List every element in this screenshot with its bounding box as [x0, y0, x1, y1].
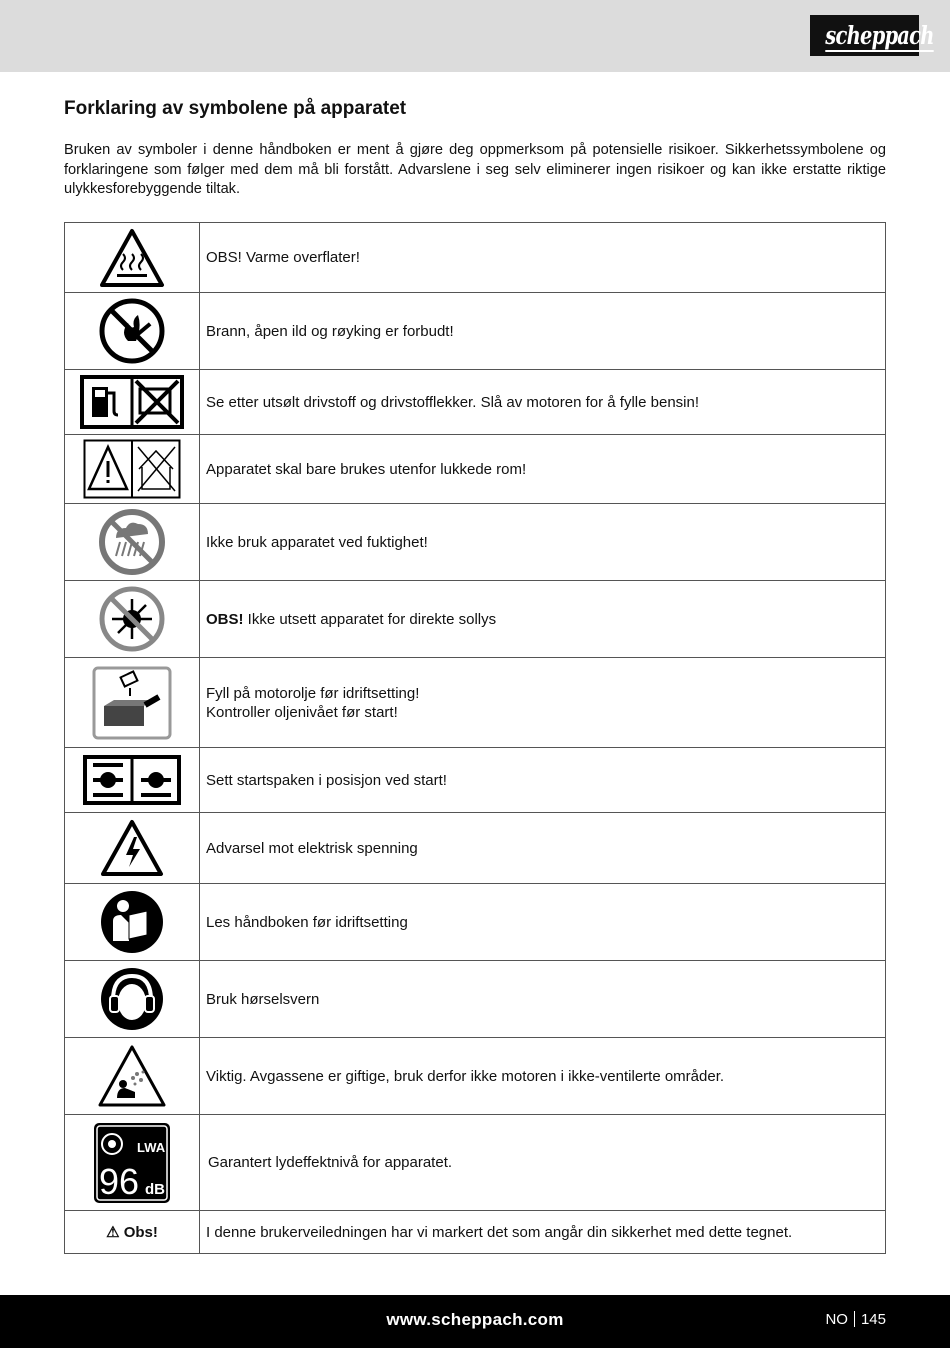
sound-power-level-icon: [65, 1115, 200, 1211]
footer-bar: [0, 1295, 950, 1348]
start-lever-position-icon: [65, 748, 200, 813]
no-direct-sunlight-icon: [65, 581, 200, 658]
table-row: [65, 884, 886, 961]
obs-label: ⚠ Obs!: [65, 1211, 200, 1254]
table-row: [65, 435, 886, 504]
symbol-description: I denne brukerveiledningen har vi markert det som angår din sikkerhet med dette tegnet.: [200, 1211, 886, 1254]
table-row: [65, 504, 886, 581]
symbol-description: Fyll på motorolje før idriftsetting! Kontroller oljenivået før start!: [200, 658, 886, 748]
intro-paragraph: Bruken av symboler i denne håndboken er ment å gjøre deg oppmerksom på potensielle risikoer. Sikkerhetssymbolene og forklaringene som følger med dem må bli forstått. Advarslene i seg selv eliminerer ingen risikoer og kan ikke erstatte riktige ulykkesforebyggende tiltak.: [64, 142, 886, 197]
hot-surface-warning-icon: [65, 223, 200, 293]
header-bar: [0, 0, 950, 72]
db-unit: dB: [145, 1180, 165, 1198]
symbol-description: Viktig. Avgassene er giftige, bruk derfor ikke motoren i ikke-ventilerte områder.: [200, 1038, 886, 1115]
symbol-description: Advarsel mot elektrisk spenning: [200, 813, 886, 884]
toxic-exhaust-warning-icon: [65, 1038, 200, 1115]
outdoor-use-only-icon: [65, 435, 200, 504]
symbol-description: OBS! Varme overflater!: [200, 223, 886, 293]
table-row: [65, 658, 886, 748]
fill-engine-oil-icon: [65, 658, 200, 748]
table-row: [65, 748, 886, 813]
language-code: NO: [825, 1311, 848, 1328]
lwa-label: LWA: [137, 1139, 166, 1155]
symbol-description: Les håndboken før idriftsetting: [200, 884, 886, 961]
website-link[interactable]: www.scheppach.com: [386, 1310, 564, 1329]
symbol-description: Apparatet skal bare brukes utenfor lukkede rom!: [200, 435, 886, 504]
page-title: Forklaring av symbolene på apparatet: [64, 98, 407, 119]
divider: [854, 1311, 855, 1327]
symbol-description: Sett startspaken i posisjon ved start!: [200, 748, 886, 813]
fuel-pump-engine-off-icon: [65, 370, 200, 435]
table-row: [65, 581, 886, 658]
table-row: [65, 1038, 886, 1115]
table-row: [65, 370, 886, 435]
table-row: [65, 961, 886, 1038]
db-value: 96: [99, 1160, 140, 1202]
table-row: [65, 293, 886, 370]
symbol-description: Ikke bruk apparatet ved fuktighet!: [200, 504, 886, 581]
table-row: [65, 813, 886, 884]
table-row: [65, 1115, 886, 1211]
table-row: [65, 1211, 886, 1254]
symbol-table: [64, 222, 886, 1254]
symbol-description: Brann, åpen ild og røyking er forbudt!: [200, 293, 886, 370]
page-number: [825, 1311, 886, 1328]
symbol-description: OBS! Ikke utsett apparatet for direkte sollys: [200, 581, 886, 658]
symbol-description: Se etter utsølt drivstoff og drivstofflekker. Slå av motoren for å fylle bensin!: [200, 370, 886, 435]
read-manual-icon: [65, 884, 200, 961]
page-value: 145: [860, 1311, 886, 1328]
no-rain-icon: [65, 504, 200, 581]
no-open-flame-icon: [65, 293, 200, 370]
table-row: [65, 223, 886, 293]
scheppach-logo: scheppach: [810, 15, 919, 56]
electric-voltage-warning-icon: [65, 813, 200, 884]
hearing-protection-icon: [65, 961, 200, 1038]
symbol-description: Garantert lydeffektnivå for apparatet.: [200, 1115, 886, 1211]
symbol-description: Bruk hørselsvern: [200, 961, 886, 1038]
